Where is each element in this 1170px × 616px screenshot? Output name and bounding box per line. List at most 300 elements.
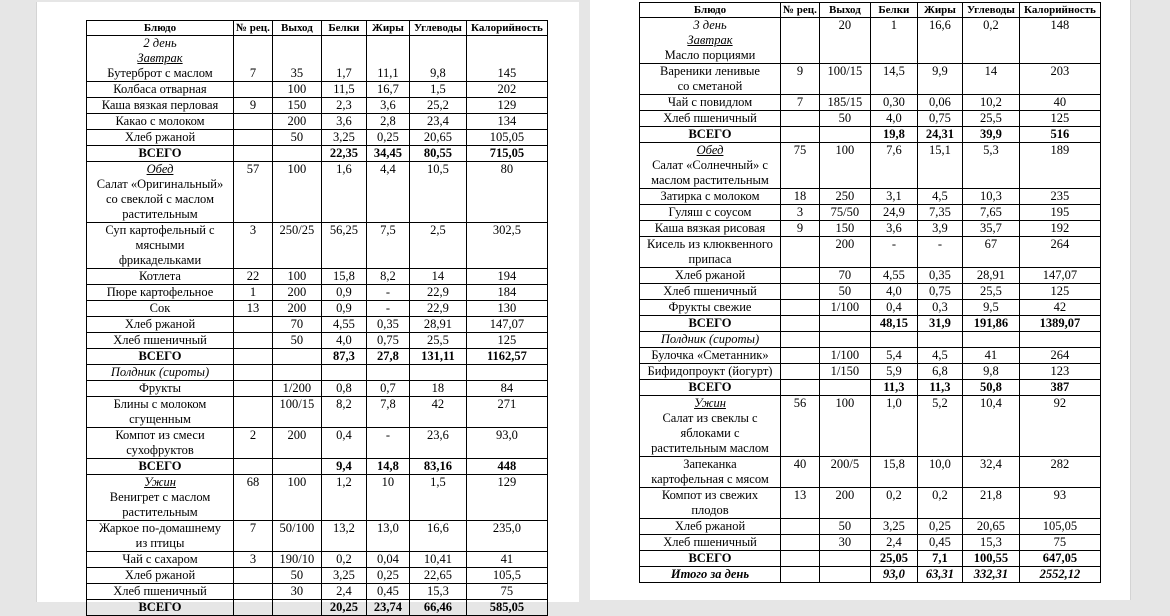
recipe-number-cell: 75 [781, 143, 820, 189]
portion-cell: 50 [819, 519, 870, 535]
recipe-number-cell [781, 237, 820, 268]
portion-cell: 50 [819, 111, 870, 127]
recipe-number-cell [234, 584, 273, 600]
dish-name-line: Полдник (сироты) [660, 332, 760, 346]
carbs-cell: 22,9 [409, 301, 466, 317]
dish-cell [640, 95, 781, 111]
dish-cell [87, 223, 234, 269]
table-row [87, 381, 548, 397]
dish-cell [640, 551, 781, 567]
dish-cell [640, 457, 781, 488]
dish-cell [87, 82, 234, 98]
calories-cell: 41 [466, 552, 547, 568]
carbs-cell: 20,65 [409, 130, 466, 146]
calories-cell: 75 [466, 584, 547, 600]
calories-cell: 202 [466, 82, 547, 98]
column-header-protein: Белки [321, 21, 366, 36]
portion-cell: 150 [272, 98, 321, 114]
protein-cell: 1,6 [321, 162, 366, 223]
dish-cell [87, 269, 234, 285]
fat-cell: 0,25 [366, 568, 409, 584]
table-row [87, 269, 548, 285]
table-row [640, 519, 1101, 535]
protein-cell: 8,2 [321, 397, 366, 428]
recipe-number-cell: 3 [234, 223, 273, 269]
portion-cell: 100 [272, 82, 321, 98]
protein-cell: 11,3 [870, 380, 917, 396]
table-row [87, 397, 548, 428]
recipe-number-cell [781, 300, 820, 316]
carbs-cell [962, 332, 1019, 348]
portion-cell: 250/25 [272, 223, 321, 269]
calories-cell: 282 [1019, 457, 1100, 488]
dish-name-line: Салат «Оригинальный» [96, 177, 224, 191]
carbs-cell: 14 [409, 269, 466, 285]
column-header-portion: Выход [819, 3, 870, 18]
recipe-number-cell: 7 [781, 95, 820, 111]
calories-cell: 42 [1019, 300, 1100, 316]
calories-cell: 448 [466, 459, 547, 475]
dish-name-line: Фрукты свежие [668, 300, 752, 314]
calories-cell: 125 [466, 333, 547, 349]
protein-cell: 9,4 [321, 459, 366, 475]
dish-name-line: Блины с молоком [113, 397, 207, 411]
protein-cell [870, 332, 917, 348]
protein-cell: 0,9 [321, 285, 366, 301]
fat-cell: 31,9 [917, 316, 962, 332]
protein-cell: 20,25 [321, 600, 366, 616]
dish-cell [87, 552, 234, 568]
fat-cell: 63,31 [917, 567, 962, 583]
recipe-number-cell: 2 [234, 428, 273, 459]
portion-cell [819, 127, 870, 143]
carbs-cell: 80,55 [409, 146, 466, 162]
carbs-cell: 15,3 [962, 535, 1019, 551]
dish-name-line: Чай с повидлом [667, 95, 753, 109]
dish-name-line: яблоками с [680, 426, 740, 440]
fat-cell: 4,4 [366, 162, 409, 223]
carbs-cell: 1,5 [409, 82, 466, 98]
fat-cell: 0,35 [917, 268, 962, 284]
dish-name-line: мясными [135, 238, 185, 252]
carbs-cell: 23,6 [409, 428, 466, 459]
carbs-cell: 21,8 [962, 488, 1019, 519]
protein-cell: 25,05 [870, 551, 917, 567]
protein-cell: 0,8 [321, 381, 366, 397]
recipe-number-cell: 13 [781, 488, 820, 519]
fat-cell: 16,6 [917, 18, 962, 64]
portion-cell [272, 365, 321, 381]
calories-cell: 75 [1019, 535, 1100, 551]
fat-cell: 0,75 [917, 111, 962, 127]
table-row [87, 285, 548, 301]
fat-cell: 0,25 [366, 130, 409, 146]
protein-cell: 3,25 [321, 568, 366, 584]
dish-cell [640, 332, 781, 348]
carbs-cell: 42 [409, 397, 466, 428]
carbs-cell: 28,91 [409, 317, 466, 333]
protein-cell: 15,8 [870, 457, 917, 488]
portion-cell: 100 [272, 269, 321, 285]
protein-cell: 7,6 [870, 143, 917, 189]
dish-cell [640, 111, 781, 127]
calories-cell: 184 [466, 285, 547, 301]
protein-cell: 0,2 [870, 488, 917, 519]
protein-cell: 15,8 [321, 269, 366, 285]
calories-cell: 235,0 [466, 521, 547, 552]
total-row [87, 600, 548, 616]
dish-name-line: ВСЕГО [688, 127, 732, 141]
protein-cell: 3,6 [321, 114, 366, 130]
carbs-cell: 16,6 [409, 521, 466, 552]
fat-cell: 0,25 [917, 519, 962, 535]
dish-cell [87, 584, 234, 600]
calories-cell: 80 [466, 162, 547, 223]
recipe-number-cell: 3 [234, 552, 273, 568]
table-row [87, 36, 548, 82]
portion-cell: 200/5 [819, 457, 870, 488]
dish-cell [640, 221, 781, 237]
calories-cell: 189 [1019, 143, 1100, 189]
dish-name-line: плодов [691, 503, 729, 517]
dish-name-line: Хлеб ржаной [124, 317, 196, 331]
dish-name-line: ВСЕГО [138, 459, 182, 473]
dish-cell [87, 349, 234, 365]
table-row [640, 205, 1101, 221]
dish-cell [640, 348, 781, 364]
table-row [640, 488, 1101, 519]
dish-name-line: Полдник (сироты) [110, 365, 210, 379]
dish-name-line: со свеклой с маслом [106, 192, 214, 206]
total-row [87, 459, 548, 475]
calories-cell: 195 [1019, 205, 1100, 221]
portion-cell [819, 316, 870, 332]
dish-name-line: растительным [122, 505, 198, 519]
table-row [87, 584, 548, 600]
fat-cell: - [917, 237, 962, 268]
recipe-number-cell: 57 [234, 162, 273, 223]
dish-name-line: картофельная с мясом [651, 472, 769, 486]
protein-cell: 1,0 [870, 396, 917, 457]
dish-name-line: Суп картофельный с [105, 223, 215, 237]
protein-cell: 1,7 [321, 36, 366, 82]
dish-cell [87, 317, 234, 333]
dish-cell [87, 130, 234, 146]
dish-name-line: Хлеб пшеничный [663, 535, 757, 549]
protein-cell: 2,3 [321, 98, 366, 114]
fat-cell: 0,7 [366, 381, 409, 397]
table-row [640, 300, 1101, 316]
protein-cell: 2,4 [870, 535, 917, 551]
portion-cell [272, 349, 321, 365]
dish-cell [87, 333, 234, 349]
recipe-number-cell [781, 111, 820, 127]
fat-cell: 10,0 [917, 457, 962, 488]
table-row [640, 332, 1101, 348]
fat-cell: 2,8 [366, 114, 409, 130]
carbs-cell: 25,5 [962, 284, 1019, 300]
calories-cell: 92 [1019, 396, 1100, 457]
dish-cell [87, 568, 234, 584]
fat-cell: 27,8 [366, 349, 409, 365]
portion-cell [819, 551, 870, 567]
dish-cell [640, 396, 781, 457]
dish-cell [640, 300, 781, 316]
table-row [87, 82, 548, 98]
calories-cell: 1162,57 [466, 349, 547, 365]
dish-name-line: ВСЕГО [138, 600, 182, 614]
carbs-cell: 191,86 [962, 316, 1019, 332]
carbs-cell: 22,9 [409, 285, 466, 301]
dish-name-line: сгущенным [129, 412, 191, 426]
calories-cell: 147,07 [466, 317, 547, 333]
column-header-calories: Калорийность [1019, 3, 1100, 18]
dish-cell [640, 316, 781, 332]
column-header-recipe-number: № рец. [781, 3, 820, 18]
table-row [640, 221, 1101, 237]
dish-name-line: Хлеб пшеничный [113, 333, 207, 347]
dish-name-line: Обед [696, 143, 724, 157]
fat-cell: 4,5 [917, 189, 962, 205]
recipe-number-cell: 9 [781, 221, 820, 237]
carbs-cell: 39,9 [962, 127, 1019, 143]
portion-cell: 20 [819, 18, 870, 64]
recipe-number-cell: 22 [234, 269, 273, 285]
fat-cell: 0,06 [917, 95, 962, 111]
dish-cell [640, 64, 781, 95]
total-row [640, 316, 1101, 332]
carbs-cell: 22,65 [409, 568, 466, 584]
fat-cell: 0,75 [917, 284, 962, 300]
dish-name-line: ВСЕГО [688, 316, 732, 330]
fat-cell: 13,0 [366, 521, 409, 552]
carbs-cell: 131,11 [409, 349, 466, 365]
table-row [640, 143, 1101, 189]
carbs-cell: 35,7 [962, 221, 1019, 237]
fat-cell: 0,75 [366, 333, 409, 349]
protein-cell: 3,25 [870, 519, 917, 535]
fat-cell: 23,74 [366, 600, 409, 616]
dish-name-line: Гуляш с соусом [668, 205, 752, 219]
dish-cell [640, 380, 781, 396]
portion-cell: 250 [819, 189, 870, 205]
carbs-cell: 50,8 [962, 380, 1019, 396]
protein-cell: 19,8 [870, 127, 917, 143]
table-row [87, 223, 548, 269]
recipe-number-cell: 56 [781, 396, 820, 457]
dish-name-line: Хлеб пшеничный [663, 284, 757, 298]
fat-cell: 16,7 [366, 82, 409, 98]
dish-cell [87, 365, 234, 381]
carbs-cell: 7,65 [962, 205, 1019, 221]
protein-cell: 14,5 [870, 64, 917, 95]
menu-table-day-2 [86, 20, 548, 616]
carbs-cell: 25,2 [409, 98, 466, 114]
table-row [87, 333, 548, 349]
fat-cell: 11,1 [366, 36, 409, 82]
recipe-number-cell [781, 18, 820, 64]
table-header-row [640, 3, 1101, 18]
dish-cell [640, 567, 781, 583]
dish-name-line: Сок [149, 301, 171, 315]
table-row [640, 189, 1101, 205]
total-row [640, 380, 1101, 396]
calories-cell: 647,05 [1019, 551, 1100, 567]
table-row [640, 535, 1101, 551]
portion-cell [819, 567, 870, 583]
carbs-cell: 18 [409, 381, 466, 397]
calories-cell: 93 [1019, 488, 1100, 519]
calories-cell: 715,05 [466, 146, 547, 162]
protein-cell: 24,9 [870, 205, 917, 221]
dish-name-line: Кисель из клюквенного [647, 237, 773, 251]
portion-cell [819, 332, 870, 348]
dish-name-line: сухофруктов [126, 443, 194, 457]
recipe-number-cell [234, 82, 273, 98]
protein-cell: 0,9 [321, 301, 366, 317]
calories-cell: 125 [1019, 111, 1100, 127]
carbs-cell: 32,4 [962, 457, 1019, 488]
recipe-number-cell [781, 332, 820, 348]
portion-cell [272, 146, 321, 162]
table-row [87, 365, 548, 381]
recipe-number-cell: 7 [234, 36, 273, 82]
calories-cell: 264 [1019, 237, 1100, 268]
fat-cell: 4,5 [917, 348, 962, 364]
dish-name-line: Каша вязкая рисовая [654, 221, 766, 235]
calories-cell: 302,5 [466, 223, 547, 269]
table-row [640, 457, 1101, 488]
portion-cell: 100/15 [272, 397, 321, 428]
portion-cell: 30 [819, 535, 870, 551]
dish-name-line: Ужин [694, 396, 726, 410]
portion-cell: 50 [272, 333, 321, 349]
protein-cell: 0,2 [321, 552, 366, 568]
table-row [640, 237, 1101, 268]
menu-table-day-3 [639, 2, 1101, 583]
recipe-number-cell [781, 284, 820, 300]
portion-cell: 200 [272, 285, 321, 301]
portion-cell: 1/200 [272, 381, 321, 397]
portion-cell: 200 [819, 488, 870, 519]
table-row [87, 568, 548, 584]
fat-cell: 0,45 [366, 584, 409, 600]
table-row [640, 396, 1101, 457]
protein-cell: 3,6 [870, 221, 917, 237]
protein-cell: - [870, 237, 917, 268]
fat-cell: - [366, 428, 409, 459]
dish-cell [640, 519, 781, 535]
dish-name-line: Бифидопроукт (йогурт) [647, 364, 773, 378]
portion-cell: 35 [272, 36, 321, 82]
portion-cell: 1/100 [819, 348, 870, 364]
dish-name-line: Хлеб ржаной [124, 130, 196, 144]
recipe-number-cell [234, 568, 273, 584]
portion-cell: 100/15 [819, 64, 870, 95]
calories-cell: 105,05 [466, 130, 547, 146]
carbs-cell: 9,8 [962, 364, 1019, 380]
protein-cell: 1,2 [321, 475, 366, 521]
calories-cell [466, 365, 547, 381]
dish-name-line: Запеканка [683, 457, 737, 471]
dish-name-line: ВСЕГО [688, 380, 732, 394]
recipe-number-cell [234, 459, 273, 475]
protein-cell: 0,4 [870, 300, 917, 316]
protein-cell: 13,2 [321, 521, 366, 552]
protein-cell: 11,5 [321, 82, 366, 98]
carbs-cell: 9,5 [962, 300, 1019, 316]
dish-name-line: Каша вязкая перловая [101, 98, 219, 112]
dish-name-line: Итого за день [670, 567, 750, 581]
calories-cell: 84 [466, 381, 547, 397]
dish-name-line: Фрукты [139, 381, 181, 395]
protein-cell: 22,35 [321, 146, 366, 162]
table-row [87, 130, 548, 146]
dish-cell [87, 475, 234, 521]
table-row [640, 364, 1101, 380]
dish-name-line: Компот из смеси [115, 428, 205, 442]
fat-cell: 14,8 [366, 459, 409, 475]
recipe-number-cell [234, 130, 273, 146]
table-header-row [87, 21, 548, 36]
dish-cell [640, 143, 781, 189]
fat-cell: 6,8 [917, 364, 962, 380]
dish-cell [87, 381, 234, 397]
fat-cell [917, 332, 962, 348]
dish-name-line: Бутерброт с маслом [107, 66, 213, 80]
carbs-cell: 41 [962, 348, 1019, 364]
recipe-number-cell [234, 333, 273, 349]
recipe-number-cell [234, 381, 273, 397]
recipe-number-cell: 7 [234, 521, 273, 552]
dish-name-line: припаса [688, 252, 732, 266]
recipe-number-cell [781, 268, 820, 284]
table-row [87, 162, 548, 223]
protein-cell: 4,0 [870, 111, 917, 127]
protein-cell: 48,15 [870, 316, 917, 332]
total-row [640, 127, 1101, 143]
dish-name-line: Масло порциями [664, 48, 756, 62]
protein-cell: 5,9 [870, 364, 917, 380]
recipe-number-cell: 9 [234, 98, 273, 114]
dish-cell [640, 284, 781, 300]
calories-cell: 192 [1019, 221, 1100, 237]
carbs-cell: 25,5 [409, 333, 466, 349]
table-row [640, 95, 1101, 111]
portion-cell: 70 [272, 317, 321, 333]
calories-cell: 516 [1019, 127, 1100, 143]
recipe-number-cell [234, 365, 273, 381]
fat-cell: 24,31 [917, 127, 962, 143]
protein-cell: 87,3 [321, 349, 366, 365]
table-row [87, 521, 548, 552]
carbs-cell: 1,5 [409, 475, 466, 521]
fat-cell: 0,2 [917, 488, 962, 519]
recipe-number-cell [781, 535, 820, 551]
protein-cell: 1 [870, 18, 917, 64]
carbs-cell: 28,91 [962, 268, 1019, 284]
dish-cell [640, 127, 781, 143]
protein-cell: 3,1 [870, 189, 917, 205]
dish-name-line: Компот из свежих [661, 488, 759, 502]
portion-cell: 190/10 [272, 552, 321, 568]
table-row [87, 317, 548, 333]
dish-cell [87, 459, 234, 475]
table-row [640, 111, 1101, 127]
carbs-cell: 20,65 [962, 519, 1019, 535]
portion-cell: 185/15 [819, 95, 870, 111]
fat-cell: 7,1 [917, 551, 962, 567]
